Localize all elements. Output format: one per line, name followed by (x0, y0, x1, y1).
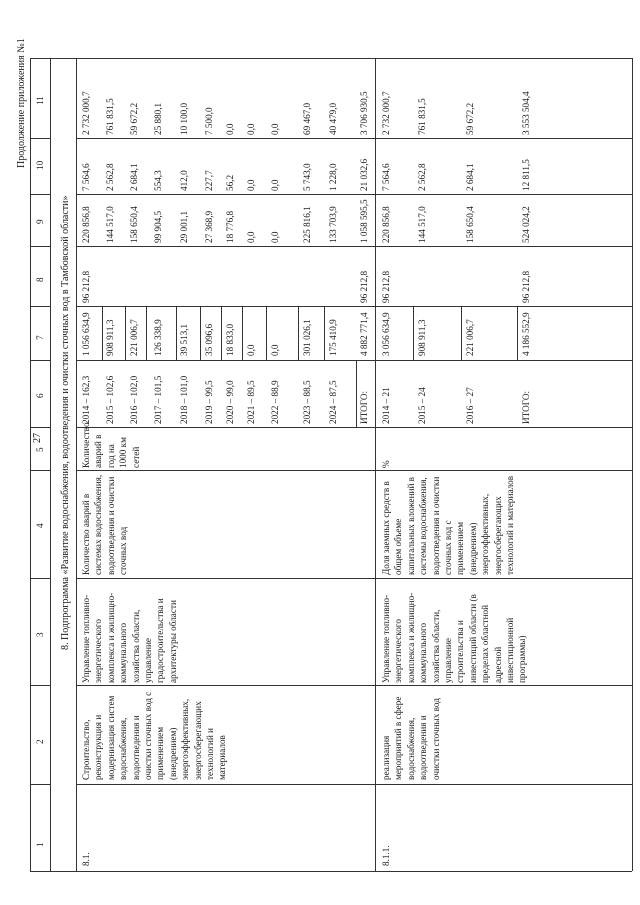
table-cell: 40 479,0 (328, 102, 338, 135)
table-cell: 2023 – 88,5 (302, 380, 312, 424)
table-cell: 25 880,1 (153, 102, 163, 135)
table-cell: 29 001,1 (179, 210, 189, 243)
table-cell: 7 564,6 (81, 163, 91, 191)
table-cell: 761 831,5 (417, 98, 427, 135)
table-cell: 2016 – 102,0 (129, 375, 139, 424)
unit: % (381, 460, 391, 468)
table-cell: 412,0 (179, 170, 189, 191)
executor: Управление топливно-энергетического комплекса и жилищно-коммунального хозяйства области, управление градостроительства и архитектуры области (81, 592, 178, 683)
table-cell: 2020 – 99,0 (225, 380, 235, 424)
table-cell: 144 517,0 (417, 206, 427, 243)
table-cell: 524 024,2 (521, 206, 531, 243)
table-cell: 2 562,8 (417, 163, 427, 191)
table-cell: 554,3 (153, 170, 163, 191)
col-num-5: 5 (35, 447, 45, 452)
table-cell: 158 650,4 (129, 206, 139, 243)
table-cell: 908 911,3 (105, 319, 115, 356)
table-cell: 2022 – 88,9 (270, 380, 280, 424)
continuation-label: Продолжение приложения №1 (16, 38, 27, 168)
table-cell: 21 032,6 (359, 158, 369, 191)
table-cell: 59 672,2 (465, 102, 475, 135)
table-cell: 96 212,8 (381, 270, 391, 303)
table-cell: 225 816,1 (302, 206, 312, 243)
subprogram-title: 8. Подпрограмма «Развитие водоснабжения, водоотведения и очистки сточных вод в Тамбовской области» (60, 195, 71, 650)
col-num-1: 1 (35, 842, 45, 847)
table-cell: 96 212,8 (521, 270, 531, 303)
table-cell: 2016 – 27 (465, 387, 475, 424)
table-cell: 158 650,4 (465, 206, 475, 243)
col-num-6: 6 (35, 393, 45, 398)
table-cell: 96 212,8 (81, 270, 91, 303)
col-num-9: 9 (35, 219, 45, 224)
col-num-11: 11 (35, 96, 45, 105)
table-cell: 1 058 595,5 (359, 199, 369, 243)
unit: Количество аварий в год на 1000 км сетей (81, 422, 141, 468)
table-cell: 0,0 (246, 123, 256, 135)
table-cell: 761 831,5 (105, 98, 115, 135)
table-cell: 2015 – 102,6 (105, 375, 115, 424)
total-label: ИТОГО: (359, 390, 369, 424)
table-cell: 126 338,9 (153, 319, 163, 356)
table-cell: 2017 – 101,5 (153, 375, 163, 424)
table-cell: 0,0 (225, 123, 235, 135)
table-cell: 27 368,9 (204, 210, 214, 243)
table-cell: 908 911,3 (417, 319, 427, 356)
table-cell: 2024 – 87,5 (328, 380, 338, 424)
table-cell: 2015 – 24 (417, 387, 427, 424)
table-cell: 0,0 (270, 231, 280, 243)
table-cell: 0,0 (270, 344, 280, 356)
table-cell: 2 684,1 (129, 163, 139, 191)
table-cell: 221 006,7 (129, 319, 139, 356)
table-cell: 2 732 000,7 (81, 91, 91, 135)
col-num-10: 10 (35, 160, 45, 170)
indicator: Доля заемных средств в общем объеме капитальных вложений в системы водоснабжения, водоотведения и очистки сточных вод с применением (внедрением) энергоэффективных, энергосберегающих технологий и материалов (381, 475, 516, 575)
measure-name: реализация мероприятий в сфере водоснабжения, водоотведения и очистки сточных вод (381, 696, 441, 780)
table-cell: 7 500,0 (204, 107, 214, 135)
col-num-4: 4 (35, 523, 45, 528)
table-cell: 3 553 504,4 (521, 91, 531, 135)
table-cell: 220 856,8 (381, 206, 391, 243)
table-cell: 18 833,0 (225, 323, 235, 356)
table-cell: 39 513,1 (179, 323, 189, 356)
table-cell: 59 672,2 (129, 102, 139, 135)
table-cell: 144 517,0 (105, 206, 115, 243)
table-cell: 4 882 771,4 (359, 312, 369, 356)
table-cell: 3 706 930,5 (359, 91, 369, 135)
table-cell: 69 467,0 (302, 102, 312, 135)
table-cell: 2 562,8 (105, 163, 115, 191)
table-cell: 2021 – 89,5 (246, 380, 256, 424)
table-cell: 2 684,1 (465, 163, 475, 191)
table-cell: 1 228,0 (328, 163, 338, 191)
table-cell: 2 732 000,7 (381, 91, 391, 135)
table-cell: 301 026,1 (302, 319, 312, 356)
table-cell: 2018 – 101,0 (179, 375, 189, 424)
table-cell: 0,0 (270, 123, 280, 135)
table-cell: 0,0 (270, 179, 280, 191)
table-cell: 0,0 (246, 344, 256, 356)
table-cell: 2019 – 99,5 (204, 380, 214, 424)
table-cell: 220 856,8 (81, 206, 91, 243)
row-number: 8.1.1. (381, 845, 391, 866)
table-cell: 133 703,9 (328, 206, 338, 243)
table-cell: 0,0 (246, 231, 256, 243)
table-cell: 221 006,7 (465, 319, 475, 356)
table-cell: 2014 – 21 (381, 387, 391, 424)
table-cell: 56,2 (225, 174, 235, 191)
table-cell: 175 410,9 (328, 319, 338, 356)
col-num-7: 7 (35, 335, 45, 340)
measure-name: Строительство, реконструкция и модернизация систем водоснабжения, водоотведения и очистки сточных вод с применением (внедрением) энергоэффективных, энергосберегающих технологий и материалов (81, 691, 228, 780)
page-number: 27 (32, 433, 43, 443)
table-cell: 7 564,6 (381, 163, 391, 191)
table-cell: 12 811,5 (521, 159, 531, 191)
total-label: ИТОГО: (521, 390, 531, 424)
table-cell: 1 056 634,9 (81, 312, 91, 356)
row-number: 8.1. (81, 852, 91, 866)
table-cell: 5 743,0 (302, 163, 312, 191)
table-cell: 3 056 634,9 (381, 312, 391, 356)
table-cell: 18 776,8 (225, 210, 235, 243)
table-cell: 227,7 (204, 170, 214, 191)
table-cell: 2014 – 162,3 (81, 375, 91, 424)
table-cell: 96 212,8 (359, 270, 369, 303)
col-num-3: 3 (35, 632, 45, 637)
table-cell: 99 904,5 (153, 210, 163, 243)
table-cell: 4 186 552,9 (521, 312, 531, 356)
table-cell: 0,0 (246, 179, 256, 191)
col-num-2: 2 (35, 739, 45, 744)
col-num-8: 8 (35, 277, 45, 282)
executor: Управление топливно-энергетического комплекса и жилищно-коммунального хозяйства области, управление строительства и инвестиций области (в пределах областной адресной инвестиционной программы) (381, 592, 528, 683)
table-cell: 10 100,0 (179, 102, 189, 135)
table-cell: 35 096,6 (204, 323, 214, 356)
indicator: Количество аварий в системах водоснабжения, водоотведения и очистки сточных вод (81, 474, 129, 575)
